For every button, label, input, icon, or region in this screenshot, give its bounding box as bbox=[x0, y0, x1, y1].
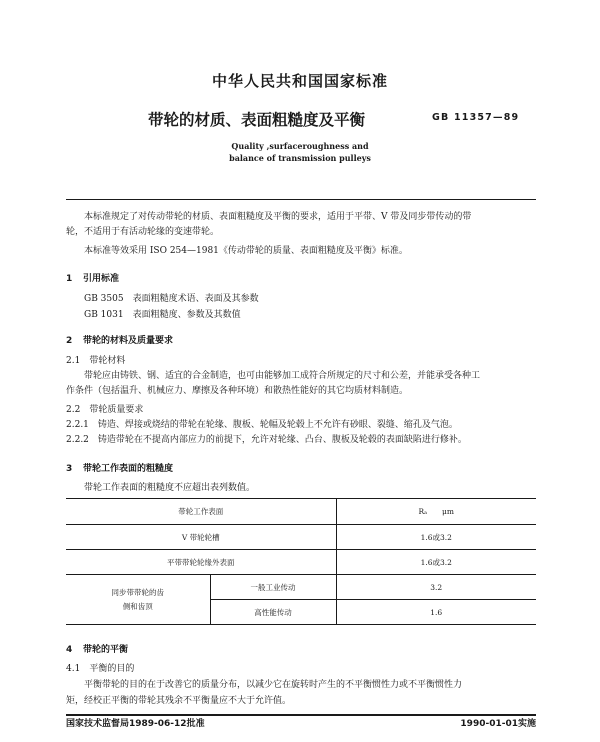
subsection-2-2-number: 2.2 bbox=[66, 405, 81, 415]
section-3-title: 带轮工作表面的粗糙度 bbox=[83, 464, 174, 474]
approval-date: 国家技术监督局1989-06-12批准 bbox=[66, 719, 205, 729]
reference-gb3505: GB 3505 表面粗糙度术语、表面及其参数 bbox=[84, 294, 259, 304]
balancing-line1: 平衡带轮的目的在于改善它的质量分布，以减少它在旋转时产生的不平衡惯性力或不平衡惯性力 bbox=[84, 680, 463, 690]
subsection-4-1-title: 平衡的目的 bbox=[89, 664, 135, 674]
clause-2-2-2 bbox=[66, 433, 467, 448]
table-row bbox=[66, 550, 536, 575]
table-header-row bbox=[66, 499, 536, 525]
roughness-table bbox=[66, 498, 536, 625]
english-title-line2: balance of transmission pulleys bbox=[229, 153, 371, 163]
table-row3-sub1-label: 一般工业传动 bbox=[210, 575, 336, 600]
subsection-2-2-heading bbox=[66, 403, 143, 418]
section-3-heading bbox=[66, 461, 173, 474]
document-title: 带轮的材质、表面粗糙度及平衡 bbox=[148, 111, 366, 129]
clause-2-2-1-number: 2.2.1 bbox=[66, 420, 89, 430]
table-row1-value: 1.6或3.2 bbox=[336, 525, 536, 550]
standard-number: GB 11357—89 bbox=[432, 112, 520, 123]
section-1-title: 引用标准 bbox=[83, 274, 120, 284]
section-2-title: 带轮的材料及质量要求 bbox=[83, 336, 174, 346]
reference-gb1031: GB 1031 表面粗糙度、参数及其数值 bbox=[84, 310, 241, 320]
subsection-4-1-heading bbox=[66, 662, 134, 677]
section-3-number: 3 bbox=[66, 464, 73, 474]
table-row bbox=[66, 575, 536, 600]
table-row3-sub1-value: 3.2 bbox=[336, 575, 536, 600]
table-header-surface: 带轮工作表面 bbox=[66, 499, 336, 525]
section-4-title: 带轮的平衡 bbox=[83, 645, 129, 655]
section-4-heading bbox=[66, 642, 128, 655]
header-divider bbox=[66, 199, 536, 200]
clause-2-2-1-text: 铸造、焊接或烧结的带轮在轮缘、腹板、轮幅及轮毂上不允许有砂眼、裂缝、缩孔及气泡。 bbox=[97, 420, 458, 430]
table-header-ra: Rₐ μm bbox=[336, 499, 536, 525]
section-3-intro: 带轮工作表面的粗糙度不应超出表列数值。 bbox=[84, 483, 256, 493]
table-row3-group-line1: 同步带带轮的齿 bbox=[111, 588, 164, 597]
clause-2-2-2-number: 2.2.2 bbox=[66, 435, 89, 445]
intro-line3: 本标准等效采用 ISO 254—1981《传动带轮的质量、表面粗糙度及平衡》标准。 bbox=[84, 246, 408, 256]
subsection-2-1-title: 带轮材料 bbox=[89, 356, 126, 366]
clause-2-2-2-text: 铸造带轮在不提高内部应力的前提下，允许对轮缘、凸台、腹板及轮毂的表面缺陷进行修补。 bbox=[97, 435, 467, 445]
materials-line2: 作条件（包括温升、机械应力、摩擦及各种环境）和散热性能好的其它均质材料制造。 bbox=[66, 386, 409, 396]
table-row3-group-line2: 侧和齿顶 bbox=[122, 602, 153, 611]
intro-line2: 轮，不适用于有活动轮缘的变速带轮。 bbox=[66, 227, 220, 237]
intro-line1: 本标准规定了对传动带轮的材质、表面粗糙度及平衡的要求，适用于平带、V 带及同步带传动的带 bbox=[84, 212, 472, 222]
section-2-number: 2 bbox=[66, 336, 73, 346]
section-4-number: 4 bbox=[66, 645, 73, 655]
implementation-date: 1990-01-01实施 bbox=[460, 719, 536, 729]
national-standard-heading: 中华人民共和国国家标准 bbox=[211, 72, 388, 90]
subsection-2-1-heading bbox=[66, 354, 125, 369]
balancing-line2: 矩，经校正平衡的带轮其残余不平衡量应不大于允许值。 bbox=[66, 696, 292, 706]
table-row3-sub2-value: 1.6 bbox=[336, 600, 536, 625]
section-1-number: 1 bbox=[66, 274, 73, 284]
subsection-2-2-title: 带轮质量要求 bbox=[89, 405, 144, 415]
table-row bbox=[66, 525, 536, 550]
table-row1-label: V 带轮轮槽 bbox=[66, 525, 336, 550]
table-row3-sub2-label: 高性能传动 bbox=[210, 600, 336, 625]
section-2-heading bbox=[66, 333, 173, 346]
clause-2-2-1 bbox=[66, 418, 458, 433]
table-row3-group-label bbox=[66, 575, 210, 625]
table-row2-label: 平带带轮轮缘外表面 bbox=[66, 550, 336, 575]
english-title-line1: Quality ,surfaceroughness and bbox=[231, 141, 369, 151]
section-1-heading bbox=[66, 271, 119, 284]
table-row2-value: 1.6或3.2 bbox=[336, 550, 536, 575]
materials-line1: 带轮应由铸铁、钢、适宜的合金制造，也可由能够加工成符合所规定的尺寸和公差，并能承受各种工 bbox=[84, 371, 481, 381]
subsection-2-1-number: 2.1 bbox=[66, 356, 81, 366]
subsection-4-1-number: 4.1 bbox=[66, 664, 81, 674]
